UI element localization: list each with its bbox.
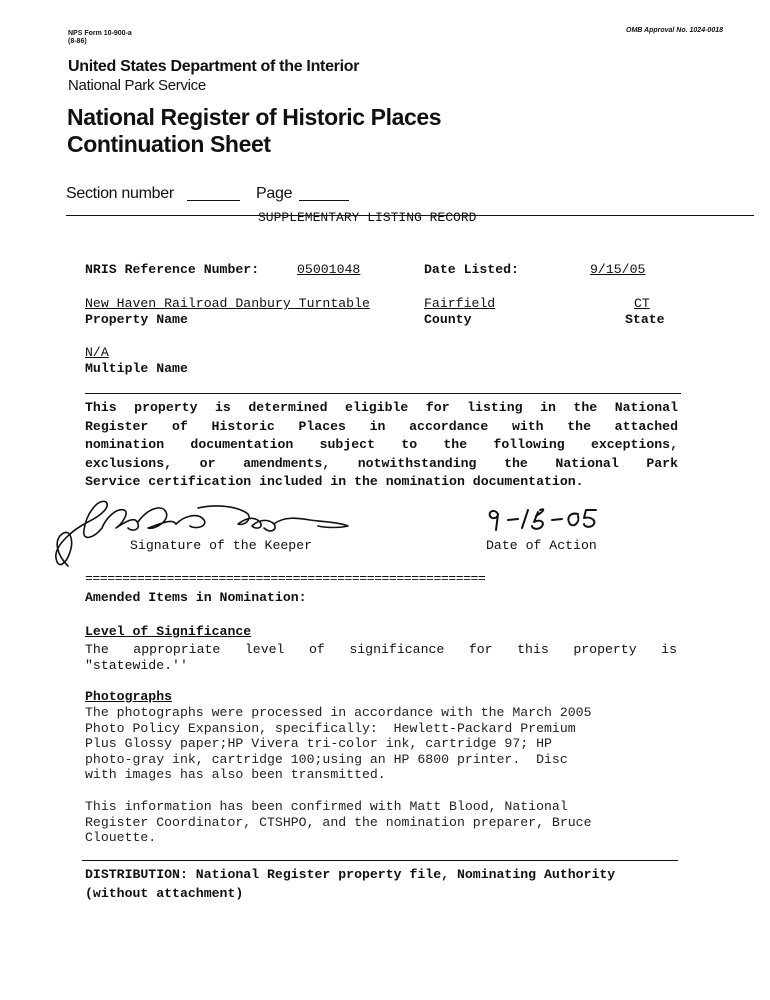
determination-statement — [85, 399, 678, 492]
photographs-line: with images has also been transmitted. — [85, 767, 386, 782]
determination-line: nomination documentation subject to the following exceptions, — [85, 437, 678, 452]
keeper-signature — [48, 494, 368, 574]
page-blank — [299, 200, 349, 201]
distribution-text — [85, 865, 615, 903]
level-heading: Level of Significance — [85, 624, 252, 639]
signature-label: Signature of the Keeper — [130, 538, 313, 553]
photographs-line: Photo Policy Expansion, specifically: Hewlett-Packard Premium — [85, 720, 576, 736]
section-number-label: Section number — [66, 185, 174, 202]
date-of-action-label: Date of Action — [486, 538, 597, 553]
photographs-line: The photographs were processed in accordance with the March 2005 — [85, 705, 592, 720]
distribution-divider — [82, 860, 678, 861]
page-subtitle: Continuation Sheet — [67, 131, 271, 157]
multiple-name-value: N/A — [85, 345, 109, 360]
photographs-line: Plus Glossy paper;HP Vivera tri-color ink, cartridge 97; HP — [85, 736, 552, 751]
nris-reference-number: 05001048 — [297, 262, 361, 277]
handwritten-action-date — [486, 504, 616, 534]
record-title: SUPPLEMENTARY LISTING RECORD — [258, 210, 477, 225]
distribution-line: (without attachment) — [85, 886, 244, 901]
determination-line: Service certification included in the nomination documentation. — [85, 474, 584, 489]
nris-reference-label: NRIS Reference Number: — [85, 262, 260, 277]
date-listed-label: Date Listed: — [424, 262, 519, 277]
form-number-text: NPS Form 10-900-a — [68, 30, 132, 37]
form-date-text: (8-86) — [68, 38, 87, 45]
level-line: "statewide.'' — [85, 658, 188, 673]
county-value: Fairfield — [424, 296, 496, 311]
determination-divider — [85, 393, 681, 394]
section-number-blank — [187, 200, 240, 201]
determination-line: Register of Historic Places in accordance with the attached — [85, 418, 678, 434]
property-name-label: Property Name — [85, 312, 188, 327]
amended-items-heading: Amended Items in Nomination: — [85, 590, 307, 605]
confirmation-line: Register Coordinator, CTSHPO, and the nomination preparer, Bruce — [85, 814, 592, 830]
level-line: The appropriate level of significance for this property is — [85, 642, 677, 657]
level-text — [85, 642, 677, 674]
photographs-line: photo-gray ink, cartridge 100;using an HP 6800 printer. Disc — [85, 751, 568, 767]
distribution-line: DISTRIBUTION: National Register property file, Nominating Authority — [85, 867, 616, 882]
confirmation-text — [85, 799, 685, 846]
omb-approval: OMB Approval No. 1024-0018 — [626, 27, 723, 34]
separator: ====================================================== — [85, 571, 486, 586]
confirmation-line: Clouette. — [85, 830, 157, 845]
page-title: National Register of Historic Places — [67, 104, 442, 130]
property-name-value: New Haven Railroad Danbury Turntable — [85, 296, 370, 311]
state-label: State — [625, 312, 665, 327]
form-number — [68, 30, 132, 46]
department-name: United States Department of the Interior — [68, 58, 360, 75]
county-label: County — [424, 312, 472, 327]
determination-line: exclusions, or amendments, notwithstanding the National Park — [85, 455, 678, 471]
determination-line: This property is determined eligible for listing in the National — [85, 400, 678, 415]
service-name: National Park Service — [68, 77, 206, 94]
confirmation-line: This information has been confirmed with Matt Blood, National — [85, 799, 568, 814]
photographs-text — [85, 705, 685, 783]
date-listed-value: 9/15/05 — [590, 262, 646, 277]
multiple-name-label: Multiple Name — [85, 361, 188, 376]
page-label: Page — [256, 185, 293, 202]
state-value: CT — [634, 296, 650, 311]
photographs-heading: Photographs — [85, 689, 173, 704]
